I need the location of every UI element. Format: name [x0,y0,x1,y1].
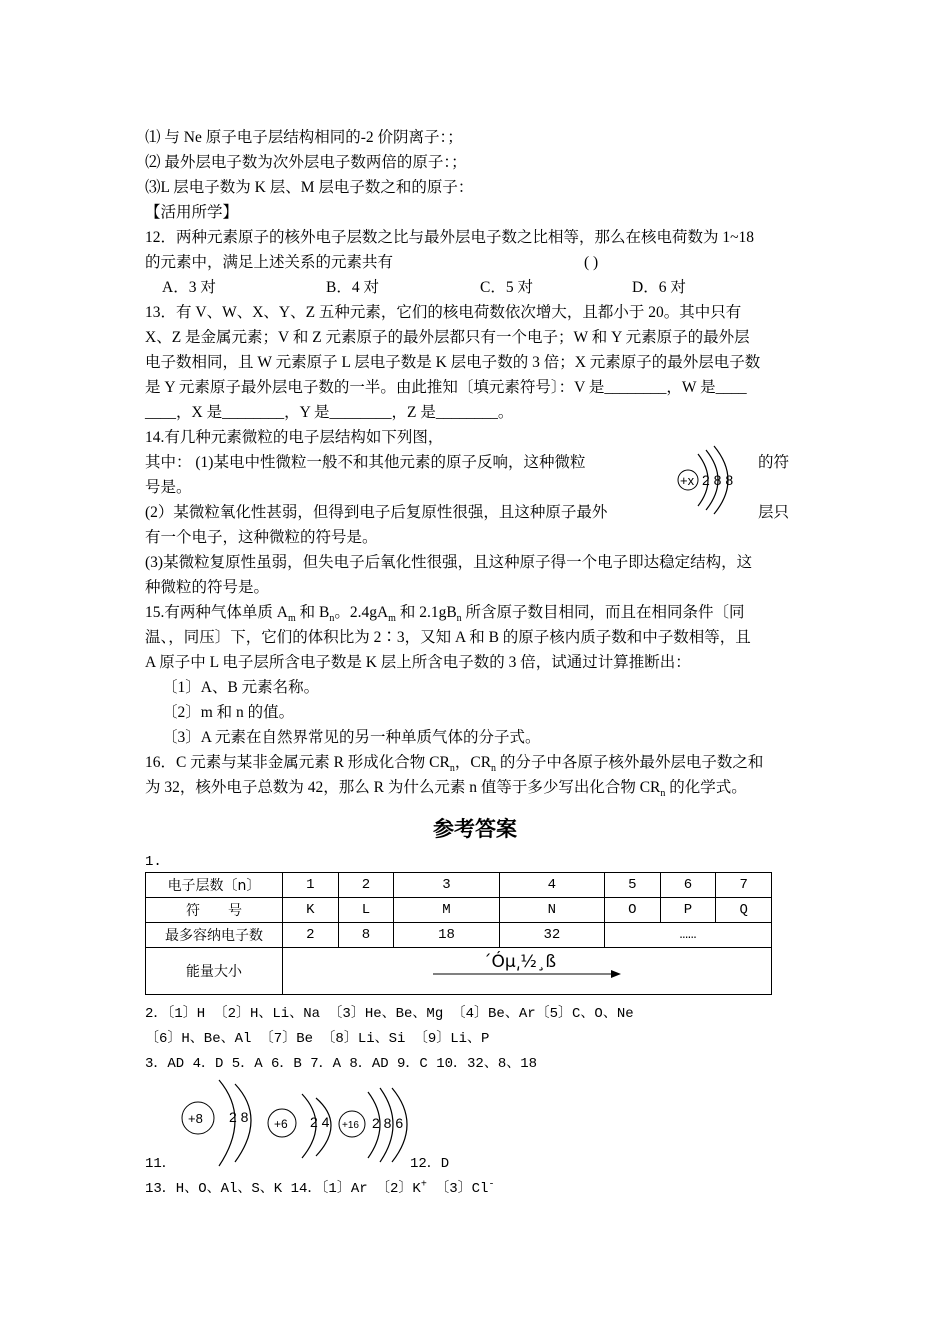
q13-line-1: 13．有 V、W、X、Y、Z 五种元素，它们的核电荷数依次增大，且都小于 20。其中只有 [145,304,742,321]
q15-sub-1: 〔1〕A、B 元素名称。 [162,679,320,696]
answer-2-line-1: 2．〔1〕H 〔2〕H、Li、Na 〔3〕He、Be、Mg 〔4〕Be、Ar〔5〕C、O、Ne [145,1006,634,1022]
table-cell: 32 [499,923,604,948]
q14-line-4b: 层只 [758,504,790,521]
table-cell: 7 [716,873,772,898]
table-cell: 2 [338,873,394,898]
table-row [146,898,772,923]
prev-q-line-1: ⑴ 与 Ne 原子电子层结构相同的-2 价阴离子：； [145,129,463,146]
q13-line-2: X、Z 是金属元素；V 和 Z 元素原子的最外层都只有一个电子；W 和 Y 元素原子的最外层 [145,329,750,346]
q15-line-3: A 原子中 L 电子层所含电子数是 K 层上所含电子数的 3 倍，试通过计算推断出： [145,654,691,671]
q14-line-2b: 的符 [758,454,790,471]
table-cell: 能量大小 [146,948,283,995]
q12-line-2: 的元素中，满足上述关系的元素共有 [145,254,394,271]
q13-line-3: 电子数相同，且 W 元素原子 L 层电子数是 K 层电子数的 3 倍；X 元素原子的最外层电子数 [145,354,761,371]
q14-line-7: 种微粒的符号是。 [145,579,270,596]
q14-line-6: (3)某微粒复原性虽弱，但失电子后氧化性很强，且这种原子得一个电子即达稳定结构，这 [145,554,753,571]
answer-13-14: 13．H、O、Al、S、K 14．〔1〕Ar 〔2〕K+ 〔3〕Cl- [145,1179,495,1197]
q12-option-c: C．5 对 [480,279,533,296]
table-row [146,923,772,948]
section-heading: 【活用所学】 [145,204,239,221]
answer-12: 12．D [410,1156,450,1172]
table-cell: 5 [605,873,661,898]
answer-1-label: 1. [145,854,162,870]
q15-line-2: 温、，同压〕下，它们的体积比为 2∶3，又知 A 和 B 的原子核内质子数和中子数相等，且 [145,629,751,646]
table-cell: 18 [394,923,499,948]
table-cell: …… [605,923,772,948]
table-cell: 3 [394,873,499,898]
table-row [146,873,772,898]
table-cell: 4 [499,873,604,898]
answer-2-line-2: 〔6〕H、Be、Al 〔7〕Be 〔8〕Li、Si 〔9〕Li、P [145,1031,490,1047]
electron-shell-table [145,872,772,995]
q12-line-1: 12．两种元素原子的核外电子层数之比与最外层电子数之比相等，那么在核电荷数为 1~18 [145,229,755,246]
table-cell: O [605,898,661,923]
q16-line-2: 为 32，核外电子总数为 42，那么 R 为什么元素 n 值等于多少写出化合物 $CR_n$ 的化学式。 [145,779,747,800]
table-cell: L [338,898,394,923]
table-cell: 2 [283,923,339,948]
table-cell: 1 [283,873,339,898]
answer-11-diagram-oxygen [175,1078,275,1170]
q13-line-4: 是 Y 元素原子最外层电子数的一半。由此推知〔填元素符号〕：V 是________，W 是____ [145,379,747,396]
table-cell: K [283,898,339,923]
q14-atom-diagram [670,440,760,525]
shell-electrons: 2 8 6 [372,1115,404,1131]
answers-title: 参考答案 [433,817,517,841]
table-cell: 符 号 [146,898,283,923]
q14-line-4a: (2）某微粒氧化性甚弱，但得到电子后复原性很强，且这种原子最外 [145,504,608,521]
nucleus-label: +8 [188,1111,203,1126]
prev-q-line-3: ⑶L 层电子数为 K 层、M 层电子数之和的原子： [145,179,474,196]
table-cell: 最多容纳电子数 [146,923,283,948]
q12-option-a: A．3 对 [162,279,216,296]
shell-electrons: 2 4 [310,1114,330,1130]
energy-arrow-cell [283,948,772,995]
q14-line-3: 号是。 [145,479,192,496]
table-cell: 电子层数〔n〕 [146,873,283,898]
q12-option-d: D．6 对 [632,279,686,296]
table-cell: M [394,898,499,923]
q14-line-2a: 其中： (1)某电中性微粒一般不和其他元素的原子反响，这种微粒 [145,454,586,471]
q12-answer-paren: ( ) [584,254,599,271]
q12-option-b: B．4 对 [326,279,379,296]
table-row [146,948,772,995]
answer-3: 3．AD 4．D 5．A 6．B 7．A 8．AD 9．C 10．32、8、18 [145,1056,538,1072]
q14-line-1: 14.有几种元素微粒的电子层结构如下列图， [145,429,444,446]
energy-arrow-icon [433,968,623,980]
q14-shell-electrons: 2 8 8 [702,472,734,488]
q15-line-1: 15.有两种气体单质 $A_m$ 和 $B_n$。$2.4gA_m$ 和 $2.1gB_n$ 所含原子数目相同，而且在相同条件〔同 [145,604,745,625]
nucleus-label: +16 [342,1120,359,1131]
table-cell: 8 [338,923,394,948]
prev-q-line-2: ⑵ 最外层电子数为次外层电子数两倍的原子：； [145,154,467,171]
q14-nucleus-label: +x [680,473,695,488]
table-cell: N [499,898,604,923]
q15-sub-2: 〔2〕m 和 n 的值。 [162,704,295,721]
table-cell: P [660,898,716,923]
energy-garbled-text: ´Óµ͵½¸ß [483,952,557,972]
q15-sub-3: 〔3〕A 元素在自然界常见的另一种单质气体的分子式。 [162,729,541,746]
q13-line-5: ____，X 是________，Y 是________，Z 是________。 [145,404,514,421]
table-cell: 6 [660,873,716,898]
q16-line-1: 16．C 元素与某非金属元素 R 形成化合物 $CR_n$，$CR_n$ 的分子中各原子核外最外层电子数之和 [145,754,764,775]
q14-line-5: 有一个电子，这种微粒的符号是。 [145,529,378,546]
shell-electrons: 2 8 [229,1109,249,1125]
table-cell: Q [716,898,772,923]
answer-11-label: 11． [145,1156,176,1172]
nucleus-label: +6 [274,1117,288,1131]
